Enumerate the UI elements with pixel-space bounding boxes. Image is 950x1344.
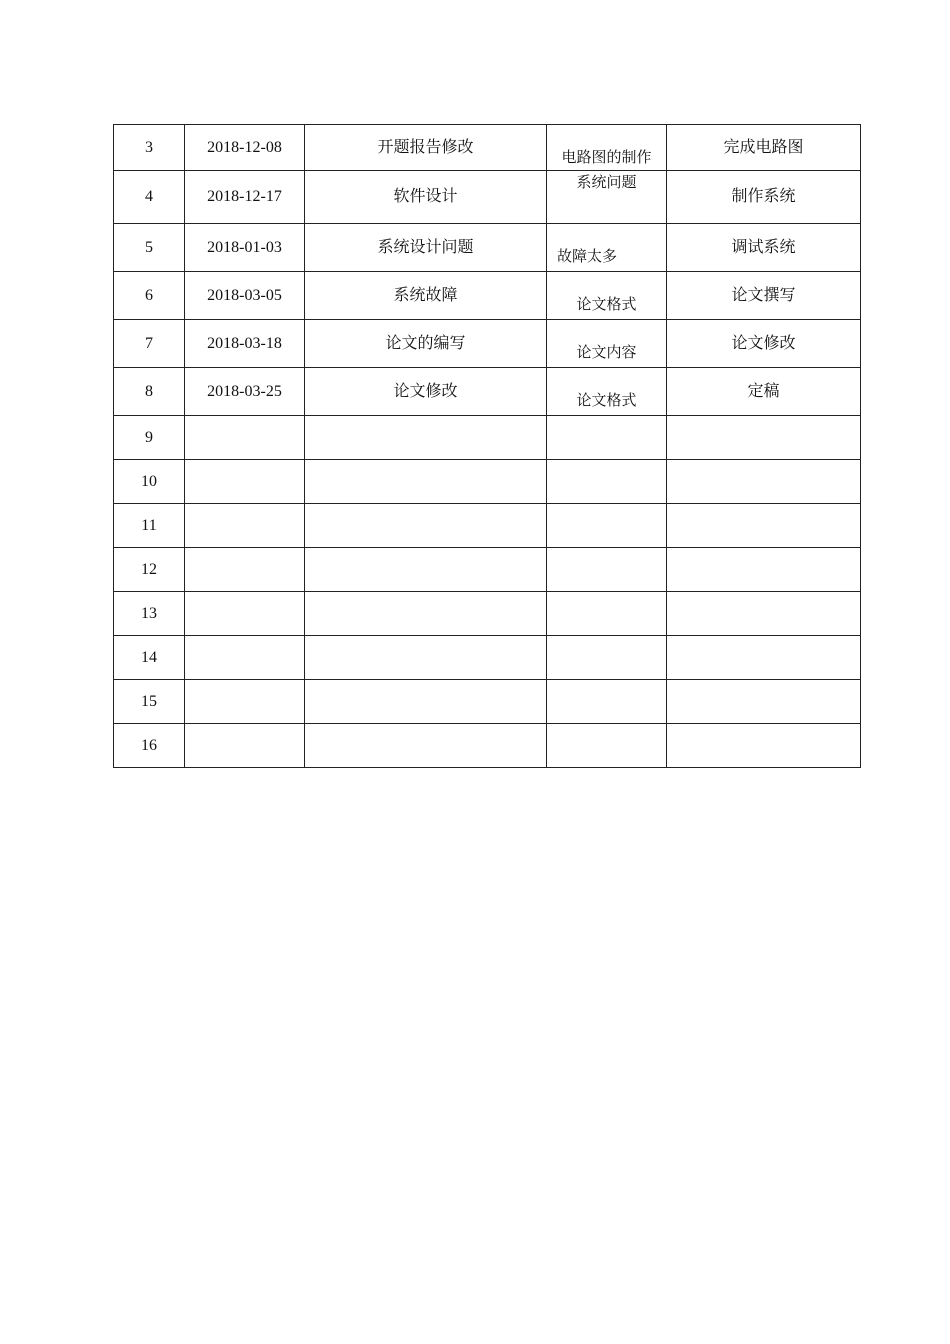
row-number: 15	[114, 680, 185, 724]
row-result: 完成电路图	[667, 125, 861, 171]
table-row	[114, 680, 861, 724]
table-row	[114, 224, 861, 272]
row-content: 系统设计问题	[305, 224, 547, 272]
row-content	[305, 636, 547, 680]
row-number: 11	[114, 504, 185, 548]
row-issue: 故障太多	[547, 224, 667, 272]
table-body	[114, 125, 861, 768]
row-content: 论文的编写	[305, 320, 547, 368]
table-row	[114, 724, 861, 768]
table-row	[114, 171, 861, 224]
row-date	[185, 592, 305, 636]
row-content	[305, 548, 547, 592]
row-content: 软件设计	[305, 171, 547, 224]
row-date: 2018-03-05	[185, 272, 305, 320]
table-row	[114, 504, 861, 548]
row-number: 7	[114, 320, 185, 368]
row-number: 6	[114, 272, 185, 320]
row-date: 2018-12-08	[185, 125, 305, 171]
row-issue	[547, 724, 667, 768]
row-number: 5	[114, 224, 185, 272]
row-content	[305, 724, 547, 768]
row-result	[667, 416, 861, 460]
row-number: 4	[114, 171, 185, 224]
row-number: 16	[114, 724, 185, 768]
row-date: 2018-01-03	[185, 224, 305, 272]
row-result: 制作系统	[667, 171, 861, 224]
row-issue	[547, 416, 667, 460]
row-content	[305, 504, 547, 548]
row-result	[667, 504, 861, 548]
table-row	[114, 460, 861, 504]
row-result	[667, 548, 861, 592]
row-issue: 论文格式	[547, 368, 667, 416]
table-row	[114, 416, 861, 460]
row-date	[185, 636, 305, 680]
row-content	[305, 460, 547, 504]
row-result	[667, 460, 861, 504]
row-date	[185, 680, 305, 724]
row-content	[305, 416, 547, 460]
row-issue: 论文内容	[547, 320, 667, 368]
row-issue: 论文格式	[547, 272, 667, 320]
row-result	[667, 592, 861, 636]
table-row	[114, 548, 861, 592]
row-date	[185, 548, 305, 592]
row-date	[185, 460, 305, 504]
row-date	[185, 724, 305, 768]
table-row	[114, 272, 861, 320]
row-result: 论文撰写	[667, 272, 861, 320]
row-content	[305, 680, 547, 724]
row-date	[185, 504, 305, 548]
row-issue	[547, 548, 667, 592]
row-result: 调试系统	[667, 224, 861, 272]
row-issue	[547, 592, 667, 636]
table-row	[114, 368, 861, 416]
row-result	[667, 724, 861, 768]
row-issue: 电路图的制作	[547, 125, 667, 171]
row-content: 论文修改	[305, 368, 547, 416]
row-date: 2018-03-25	[185, 368, 305, 416]
row-issue: 系统问题	[547, 171, 667, 224]
row-number: 13	[114, 592, 185, 636]
table-row	[114, 636, 861, 680]
row-number: 8	[114, 368, 185, 416]
row-date	[185, 416, 305, 460]
row-content: 系统故障	[305, 272, 547, 320]
guidance-record-table	[113, 124, 861, 768]
row-date: 2018-12-17	[185, 171, 305, 224]
row-content: 开题报告修改	[305, 125, 547, 171]
row-result: 论文修改	[667, 320, 861, 368]
row-date: 2018-03-18	[185, 320, 305, 368]
table-row	[114, 125, 861, 171]
table-row	[114, 592, 861, 636]
row-content	[305, 592, 547, 636]
row-result	[667, 680, 861, 724]
row-number: 14	[114, 636, 185, 680]
row-result: 定稿	[667, 368, 861, 416]
row-number: 9	[114, 416, 185, 460]
row-issue	[547, 504, 667, 548]
row-number: 3	[114, 125, 185, 171]
row-result	[667, 636, 861, 680]
row-issue	[547, 680, 667, 724]
row-issue	[547, 636, 667, 680]
row-number: 12	[114, 548, 185, 592]
row-number: 10	[114, 460, 185, 504]
table-row	[114, 320, 861, 368]
row-issue	[547, 460, 667, 504]
